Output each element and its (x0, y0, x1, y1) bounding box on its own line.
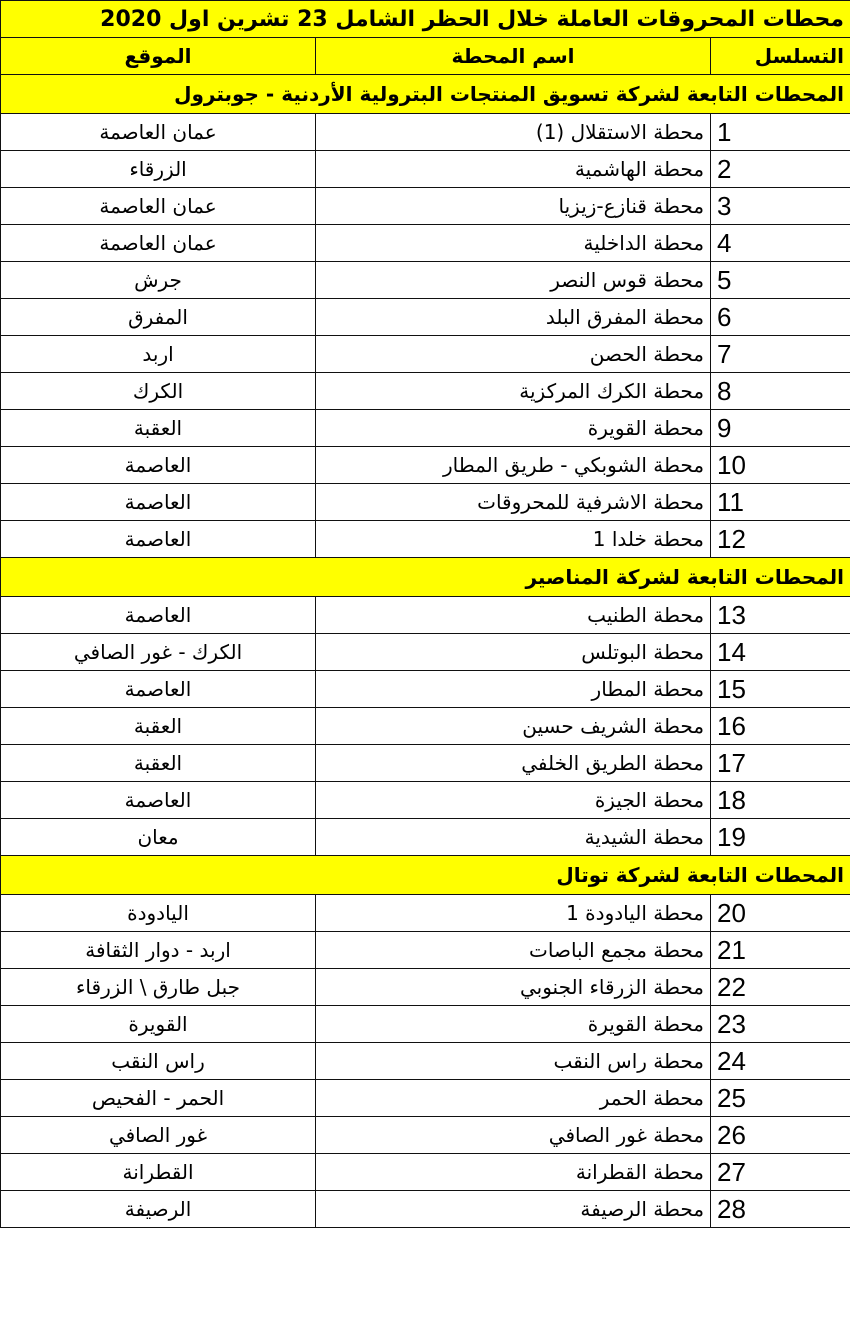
table-row (1, 1043, 850, 1080)
section-title[interactable]: المحطات التابعة لشركة المناصير (1, 558, 850, 597)
cell-seq[interactable]: 1 (711, 114, 850, 151)
cell-location[interactable]: العاصمة (1, 484, 316, 521)
cell-seq[interactable]: 2 (711, 151, 850, 188)
cell-station-name[interactable]: محطة الاشرفية للمحروقات (316, 484, 711, 521)
cell-seq[interactable]: 28 (711, 1191, 850, 1228)
cell-station-name[interactable]: محطة الهاشمية (316, 151, 711, 188)
cell-seq[interactable]: 23 (711, 1006, 850, 1043)
table-row (1, 745, 850, 782)
cell-station-name[interactable]: محطة الاستقلال (1) (316, 114, 711, 151)
section-row (1, 75, 850, 114)
cell-seq[interactable]: 27 (711, 1154, 850, 1191)
section-row (1, 558, 850, 597)
table-row (1, 299, 850, 336)
table-row (1, 151, 850, 188)
cell-station-name[interactable]: محطة الشريف حسين (316, 708, 711, 745)
table-row (1, 114, 850, 151)
cell-station-name[interactable]: محطة المطار (316, 671, 711, 708)
cell-seq[interactable]: 19 (711, 819, 850, 856)
cell-seq[interactable]: 25 (711, 1080, 850, 1117)
table-row (1, 782, 850, 819)
cell-seq[interactable]: 20 (711, 895, 850, 932)
cell-station-name[interactable]: محطة قوس النصر (316, 262, 711, 299)
table-row (1, 447, 850, 484)
cell-station-name[interactable]: محطة الشيدية (316, 819, 711, 856)
table-row (1, 634, 850, 671)
cell-location[interactable]: معان (1, 819, 316, 856)
table-row (1, 597, 850, 634)
cell-location[interactable]: القويرة (1, 1006, 316, 1043)
cell-location[interactable]: الحمر - الفحيص (1, 1080, 316, 1117)
cell-location[interactable]: العقبة (1, 708, 316, 745)
cell-seq[interactable]: 4 (711, 225, 850, 262)
cell-seq[interactable]: 5 (711, 262, 850, 299)
header-row (1, 38, 850, 75)
header-name[interactable]: اسم المحطة (316, 38, 711, 75)
section-title[interactable]: المحطات التابعة لشركة توتال (1, 856, 850, 895)
cell-seq[interactable]: 13 (711, 597, 850, 634)
cell-location[interactable]: الزرقاء (1, 151, 316, 188)
cell-location[interactable]: الكرك - غور الصافي (1, 634, 316, 671)
cell-station-name[interactable]: محطة المفرق البلد (316, 299, 711, 336)
cell-location[interactable]: جبل طارق \ الزرقاء (1, 969, 316, 1006)
cell-seq[interactable]: 8 (711, 373, 850, 410)
cell-location[interactable]: العاصمة (1, 671, 316, 708)
cell-station-name[interactable]: محطة الحصن (316, 336, 711, 373)
cell-station-name[interactable]: محطة القويرة (316, 1006, 711, 1043)
cell-location[interactable]: جرش (1, 262, 316, 299)
table-row (1, 484, 850, 521)
cell-seq[interactable]: 15 (711, 671, 850, 708)
cell-seq[interactable]: 16 (711, 708, 850, 745)
cell-location[interactable]: العقبة (1, 745, 316, 782)
table-row (1, 410, 850, 447)
header-location[interactable]: الموقع (1, 38, 316, 75)
cell-seq[interactable]: 6 (711, 299, 850, 336)
cell-station-name[interactable]: محطة الكرك المركزية (316, 373, 711, 410)
cell-location[interactable]: القطرانة (1, 1154, 316, 1191)
cell-station-name[interactable]: محطة الرصيفة (316, 1191, 711, 1228)
cell-seq[interactable]: 21 (711, 932, 850, 969)
table-row (1, 819, 850, 856)
table-row (1, 1117, 850, 1154)
cell-station-name[interactable]: محطة خلدا 1 (316, 521, 711, 558)
cell-station-name[interactable]: محطة الزرقاء الجنوبي (316, 969, 711, 1006)
cell-seq[interactable]: 9 (711, 410, 850, 447)
table-row (1, 373, 850, 410)
table-row (1, 336, 850, 373)
cell-seq[interactable]: 17 (711, 745, 850, 782)
cell-station-name[interactable]: محطة مجمع الباصات (316, 932, 711, 969)
cell-location[interactable]: العاصمة (1, 597, 316, 634)
cell-station-name[interactable]: محطة الطريق الخلفي (316, 745, 711, 782)
table-row (1, 262, 850, 299)
cell-seq[interactable]: 3 (711, 188, 850, 225)
cell-station-name[interactable]: محطة الجيزة (316, 782, 711, 819)
table-row (1, 932, 850, 969)
cell-location[interactable]: العقبة (1, 410, 316, 447)
table-row (1, 895, 850, 932)
table-row (1, 225, 850, 262)
cell-location[interactable]: الكرك (1, 373, 316, 410)
cell-station-name[interactable]: محطة القطرانة (316, 1154, 711, 1191)
cell-location[interactable]: اليادودة (1, 895, 316, 932)
cell-location[interactable]: راس النقب (1, 1043, 316, 1080)
cell-location[interactable]: اربد (1, 336, 316, 373)
cell-seq[interactable]: 18 (711, 782, 850, 819)
cell-station-name[interactable]: محطة البوتلس (316, 634, 711, 671)
title-row (1, 1, 850, 38)
cell-seq[interactable]: 14 (711, 634, 850, 671)
table-row (1, 1191, 850, 1228)
cell-seq[interactable]: 22 (711, 969, 850, 1006)
table-row (1, 188, 850, 225)
cell-station-name[interactable]: محطة القويرة (316, 410, 711, 447)
section-row (1, 856, 850, 895)
table-row (1, 1154, 850, 1191)
cell-station-name[interactable]: محطة راس النقب (316, 1043, 711, 1080)
cell-station-name[interactable]: محطة الشوبكي - طريق المطار (316, 447, 711, 484)
cell-station-name[interactable]: محطة الطنيب (316, 597, 711, 634)
sheet-title[interactable]: محطات المحروقات العاملة خلال الحظر الشامل 23 تشرين اول 2020 (1, 1, 850, 38)
table-row (1, 521, 850, 558)
cell-location[interactable]: العاصمة (1, 447, 316, 484)
section-title[interactable]: المحطات التابعة لشركة تسويق المنتجات البترولية الأردنية - جوبترول (1, 75, 850, 114)
cell-station-name[interactable]: محطة الحمر (316, 1080, 711, 1117)
table-row (1, 1006, 850, 1043)
cell-location[interactable]: عمان العاصمة (1, 188, 316, 225)
cell-location[interactable]: عمان العاصمة (1, 225, 316, 262)
cell-seq[interactable]: 7 (711, 336, 850, 373)
cell-seq[interactable]: 12 (711, 521, 850, 558)
table-row (1, 1080, 850, 1117)
cell-station-name[interactable]: محطة الداخلية (316, 225, 711, 262)
cell-station-name[interactable]: محطة قنازع-زيزيا (316, 188, 711, 225)
cell-location[interactable]: الرصيفة (1, 1191, 316, 1228)
cell-station-name[interactable]: محطة غور الصافي (316, 1117, 711, 1154)
table-row (1, 708, 850, 745)
cell-seq[interactable]: 10 (711, 447, 850, 484)
cell-location[interactable]: العاصمة (1, 521, 316, 558)
cell-location[interactable]: العاصمة (1, 782, 316, 819)
cell-seq[interactable]: 26 (711, 1117, 850, 1154)
cell-location[interactable]: المفرق (1, 299, 316, 336)
table-row (1, 969, 850, 1006)
cell-station-name[interactable]: محطة اليادودة 1 (316, 895, 711, 932)
header-seq[interactable]: التسلسل (711, 38, 850, 75)
table-row (1, 671, 850, 708)
cell-location[interactable]: اربد - دوار الثقافة (1, 932, 316, 969)
cell-seq[interactable]: 24 (711, 1043, 850, 1080)
cell-seq[interactable]: 11 (711, 484, 850, 521)
cell-location[interactable]: عمان العاصمة (1, 114, 316, 151)
cell-location[interactable]: غور الصافي (1, 1117, 316, 1154)
